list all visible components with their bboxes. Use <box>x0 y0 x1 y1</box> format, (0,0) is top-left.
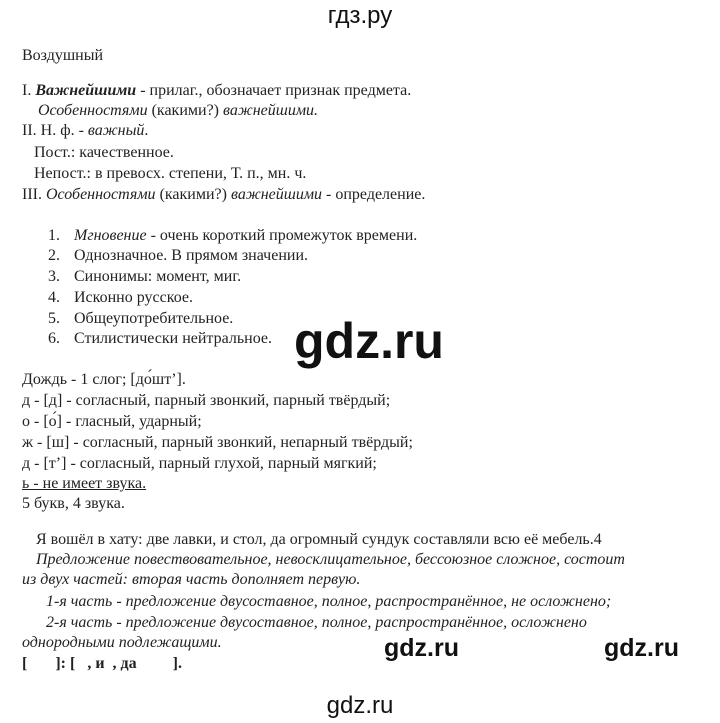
syntax-para-1: Предложение повествовательное, невосклицательное, бессоюзное сложное, состоит <box>36 551 625 568</box>
watermark-mid-left: gdz.ru <box>384 634 459 662</box>
list-number: 3. <box>48 268 60 285</box>
syntax-para-2: из двух частей: вторая часть дополняет первую. <box>22 571 361 588</box>
watermark-center: gdz.ru <box>294 313 444 369</box>
morph-rest-6: - определение. <box>322 186 426 203</box>
morph-line-4: Пост.: качественное. <box>34 144 174 161</box>
phonetic-line-6: ь - не имеет звука. <box>22 475 147 492</box>
syntax-scheme: [ ]: [ , и , да ]. <box>22 655 182 672</box>
syntax-sentence: Я вошёл в хату: две лавки, и стол, да огромный сундук составляли всю её мебель.4 <box>36 531 602 548</box>
morph-word-1: Важнейшими <box>35 82 137 99</box>
phonetic-line-3: о - [о́] - гласный, ударный; <box>22 413 202 430</box>
morph-prefix-3: II. Н. ф. - <box>22 122 88 139</box>
phonetic-line-5: д - [т’] - согласный, парный глухой, парный мягкий; <box>22 455 377 472</box>
list-item <box>48 226 417 246</box>
phonetic-line-1: Дождь - 1 слог; [до́шт’]. <box>22 371 186 388</box>
morph-text-6a: Особенностями <box>45 186 156 203</box>
list-number: 6. <box>48 330 60 347</box>
list-item <box>48 267 241 287</box>
syntax-para-3: 1-я часть - предложение двусоставное, полное, распространённое, не осложнено; <box>46 593 612 610</box>
list-text: Общеупотребительное. <box>74 310 234 327</box>
list-text: Синонимы: момент, миг. <box>74 268 242 285</box>
morph-end-3: . <box>144 122 149 139</box>
list-text: - очень короткий промежуток времени. <box>146 227 418 244</box>
list-number: 4. <box>48 289 60 306</box>
morph-text-2: Особенностями <box>38 102 148 119</box>
morph-line-6 <box>22 185 425 205</box>
watermark-mid-right: gdz.ru <box>604 634 679 662</box>
morph-question-2: (какими?) <box>147 102 223 119</box>
list-text: Стилистически нейтральное. <box>74 330 272 347</box>
syntax-para-4: 2-я часть - предложение двусоставное, полное, распространённое, осложнено <box>46 614 587 631</box>
list-number: 1. <box>48 227 60 244</box>
phonetic-line-7: 5 букв, 4 звука. <box>22 495 125 512</box>
syntax-para-5: однородными подлежащими. <box>22 634 222 651</box>
list-item <box>48 309 233 329</box>
morph-line-3 <box>22 121 148 141</box>
list-italic: Мгновение <box>74 227 147 244</box>
morph-question-6: (какими?) <box>155 186 231 203</box>
list-text: Исконно русское. <box>74 289 193 306</box>
morph-line-1 <box>22 81 411 101</box>
watermark-bottom: gdz.ru <box>326 692 394 719</box>
list-number: 5. <box>48 310 60 327</box>
watermark-top: гдз.ру <box>327 2 393 29</box>
phonetic-line-4: ж - [ш] - согласный, парный звонкий, непарный твёрдый; <box>22 434 413 451</box>
list-text: Однозначное. В прямом значении. <box>74 247 309 264</box>
list-item <box>48 329 272 349</box>
morph-word-2: важнейшими. <box>223 102 319 119</box>
morph-word-3: важный <box>87 122 145 139</box>
list-number: 2. <box>48 247 60 264</box>
list-item <box>48 288 193 308</box>
morph-roman-1: I. <box>22 82 32 99</box>
morph-rest-1: - прилаг., обозначает признак предмета. <box>136 82 412 99</box>
morph-roman-6: III. <box>22 186 46 203</box>
phonetic-line-2: д - [д] - согласный, парный звонкий, парный твёрдый; <box>22 392 391 409</box>
morph-line-5: Непост.: в превосх. степени, Т. п., мн. ч. <box>34 165 307 182</box>
morph-text-6b: важнейшими <box>230 186 323 203</box>
heading-word: Воздушный <box>22 47 104 64</box>
morph-line-2 <box>38 101 318 121</box>
list-item <box>48 246 308 266</box>
